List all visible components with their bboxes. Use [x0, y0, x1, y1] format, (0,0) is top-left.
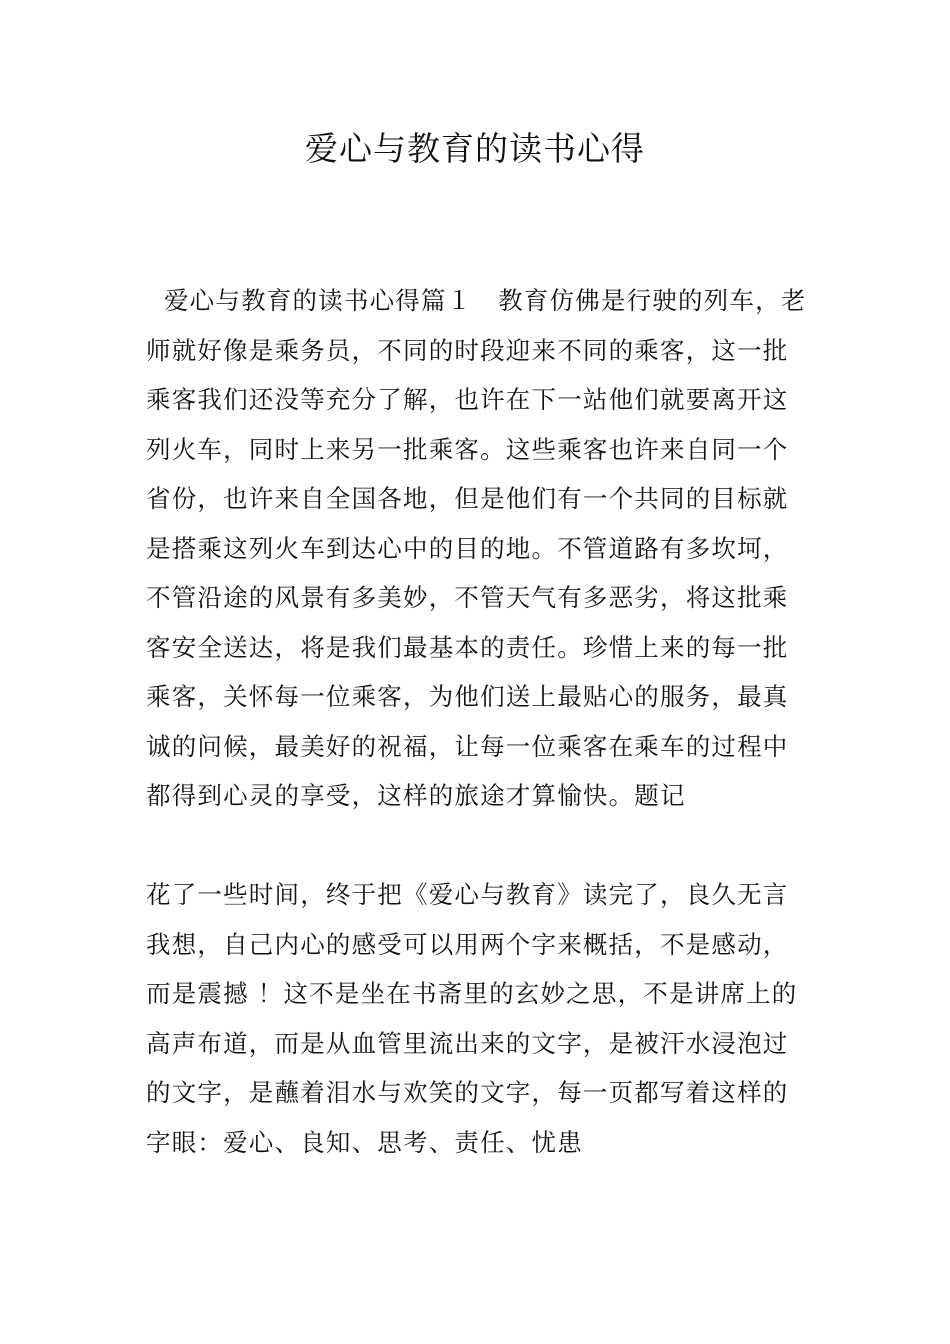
document-title: 爱心与教育的读书心得 — [305, 129, 645, 168]
paragraph-reflection: 花了一些时间，终于把《爱心与教育》读完了，良久无言我想，自己内心的感受可以用两个字来概括，不是感动，而是震撼 ！这不是坐在书斋里的玄妙之思，不是讲席上的高声布道，而是从血管里流出来的文字，是被汗水浸泡过的文字，是蘸着泪水与欢笑的文字，每一页都写着这样的字眼：爱心、良知、思考、责任、忧患 — [146, 880, 798, 1157]
paragraph-intro: 爱心与教育的读书心得篇１ 教育仿佛是行驶的列车，老师就好像是乘务员，不同的时段迎来不同的乘客，这一批乘客我们还没等充分了解，也许在下一站他们就要离开这列火车，同时上来另一批乘客。这些乘客也许来自同一个省份，也许来自全国各地，但是他们有一个共同的目标就是搭乘这列火车到达心中的目的地。不管道路有多坎坷，不管沿途的风景有多美妙，不管天气有多恶劣，将这批乘客安全送达，将是我们最基本的责任。珍惜上来的每一批乘客，关怀每一位乘客，为他们送上最贴心的服务，最真诚的问候，最美好的祝福，让每一位乘客在乘车的过程中都得到心灵的享受，这样的旅途才算愉快。题记 — [146, 286, 807, 810]
